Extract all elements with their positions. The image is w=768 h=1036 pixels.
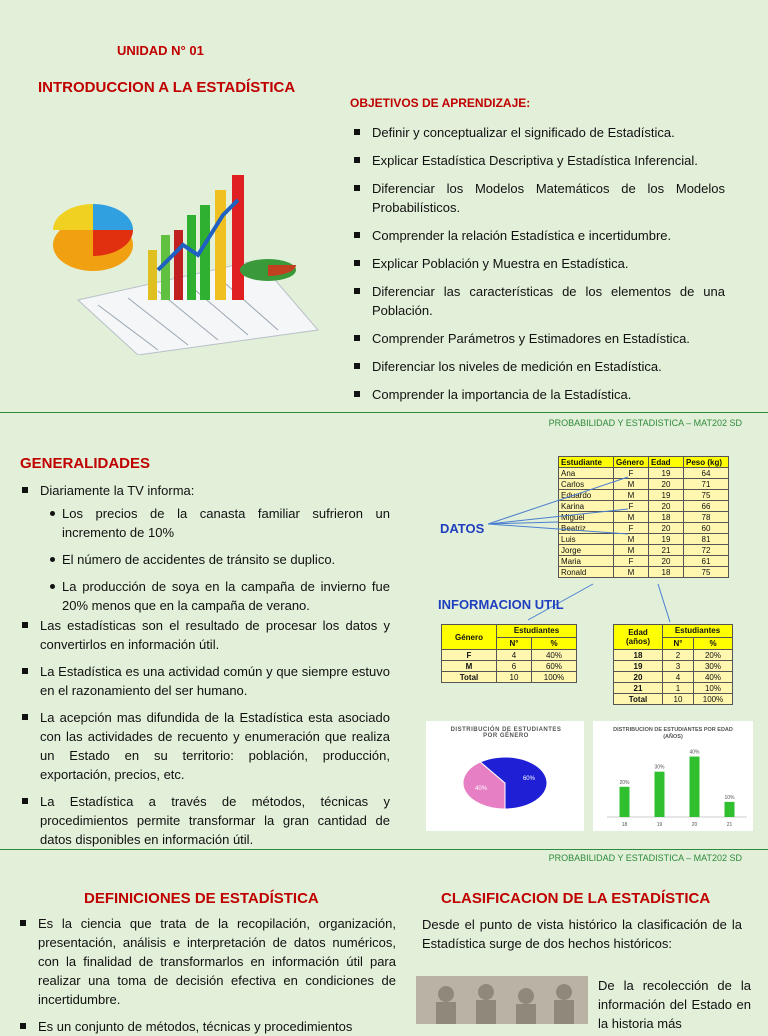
students-header: Estudiantes xyxy=(663,625,733,638)
pie-data-label: 60% xyxy=(522,776,535,783)
sub-bullet-item: Los precios de la canasta familiar sufrieron un incremento de 10% xyxy=(40,504,390,542)
table-cell: Ronald xyxy=(559,567,614,578)
table-cell: M xyxy=(614,479,649,490)
slide-2 xyxy=(0,432,768,848)
table-row xyxy=(614,672,733,683)
footer-text: PROBABILIDAD Y ESTADISTICA – MAT202 SD xyxy=(548,418,742,428)
table-cell: 20 xyxy=(649,556,684,567)
objective-item: Comprender la importancia de la Estadística. xyxy=(350,385,725,404)
table-cell: 18 xyxy=(649,567,684,578)
table-cell: 3 xyxy=(663,661,694,672)
table-row xyxy=(442,661,577,672)
page-title: INTRODUCCION A LA ESTADÍSTICA xyxy=(38,79,296,96)
bullet-item: Las estadísticas son el resultado de procesar los datos y convertirlos en información útil. xyxy=(18,616,390,654)
table-row xyxy=(442,650,577,661)
table-cell: M xyxy=(614,545,649,556)
classification-text: Desde el punto de vista histórico la clasificación de la Estadística surge de dos hechos históricos: xyxy=(422,917,742,951)
sub-bullet-item: El número de accidentes de tránsito se duplico. xyxy=(40,550,390,569)
sub-bullet-item: La producción de soya en la campaña de invierno fue 20% menos que en la campaña de verano. xyxy=(40,577,390,615)
definitions-list xyxy=(16,914,396,1036)
table-cell: Eduardo xyxy=(559,490,614,501)
classification-title: CLASIFICACION DE LA ESTADÍSTICA xyxy=(441,890,711,907)
table-cell: M xyxy=(614,534,649,545)
table-cell: 21 xyxy=(649,545,684,556)
section-title: GENERALIDADES xyxy=(20,455,151,472)
objective-item: Explicar Población y Muestra en Estadística. xyxy=(350,254,725,273)
table-cell: 19 xyxy=(649,534,684,545)
table-row xyxy=(614,661,733,672)
table-cell: Total xyxy=(442,672,497,683)
x-tick-label: 21 xyxy=(726,822,733,828)
table-cell: 20 xyxy=(649,523,684,534)
slide-1 xyxy=(0,0,768,430)
table-cell: Beatriz xyxy=(559,523,614,534)
data-table-header: Edad xyxy=(649,457,684,468)
table-cell: 66 xyxy=(684,501,729,512)
table-cell: 18 xyxy=(614,650,663,661)
table-row xyxy=(614,683,733,694)
table-row xyxy=(614,694,733,705)
bullet-item: La acepción mas difundida de la Estadística esta asociado con las actividades de recuento y enumeración que realiza un Estado en su territorio: población, producción, exportación, precios, etc. xyxy=(18,708,390,784)
bar-data-label: 10% xyxy=(724,794,735,801)
table-cell: 21 xyxy=(614,683,663,694)
data-table-header: Peso (kg) xyxy=(684,457,729,468)
table-cell: 10 xyxy=(497,672,532,683)
objectives-list xyxy=(350,123,725,404)
bullet-item: Diariamente la TV informa: xyxy=(18,481,390,500)
table-cell: 72 xyxy=(684,545,729,556)
pie-data-label: 40% xyxy=(475,785,488,792)
count-header: N° xyxy=(663,637,694,650)
bullet-item: La Estadística a través de métodos, técnicas y procedimientos permite transformar la gran cantidad de datos disponibles en información útil. xyxy=(18,792,390,849)
table-cell: Total xyxy=(614,694,663,705)
table-cell: Karina xyxy=(559,501,614,512)
historical-relief-image xyxy=(416,976,588,1024)
table-cell: 78 xyxy=(684,512,729,523)
table-cell: 20 xyxy=(649,501,684,512)
bar xyxy=(725,802,735,817)
table-cell: 2 xyxy=(663,650,694,661)
definition-item: Es la ciencia que trata de la recopilación, organización, presentación, análisis e interpretación de datos numéricos, con la finalidad de transformarlos en información útil para realizar una toma de decisión efectiva en condiciones de incertidumbre. xyxy=(16,914,396,1009)
x-tick-label: 18 xyxy=(621,822,628,828)
table-cell: 100% xyxy=(532,672,577,683)
table-cell: M xyxy=(614,490,649,501)
age-table xyxy=(613,624,733,705)
table-cell: 10% xyxy=(694,683,733,694)
tv-news-list xyxy=(40,504,390,615)
objective-item: Diferenciar los Modelos Matemáticos de los Modelos Probabilísticos. xyxy=(350,179,725,217)
bar-data-label: 20% xyxy=(619,779,630,786)
table-cell: M xyxy=(614,512,649,523)
table-row xyxy=(442,672,577,683)
bullet-item: La Estadística es una actividad común y que siempre estuvo en el razonamiento del ser humano. xyxy=(18,662,390,700)
students-header: Estudiantes xyxy=(497,625,577,638)
footer-divider xyxy=(0,412,768,413)
pie-chart-title: DISTRIBUCIÓN DE ESTUDIANTES POR GÉNERO xyxy=(450,727,562,739)
objective-item: Diferenciar los niveles de medición en Estadística. xyxy=(350,357,725,376)
table-cell: 19 xyxy=(649,468,684,479)
table-cell: 40% xyxy=(532,650,577,661)
bar xyxy=(690,757,700,817)
objective-item: Comprender Parámetros y Estimadores en Estadística. xyxy=(350,329,725,348)
unit-label: UNIDAD N° 01 xyxy=(117,43,204,58)
table-cell: 20 xyxy=(649,479,684,490)
table-cell: M xyxy=(614,567,649,578)
bar-data-label: 30% xyxy=(654,764,665,771)
table-cell: 60 xyxy=(684,523,729,534)
objectives-title: OBJETIVOS DE APRENDIZAJE: xyxy=(350,96,531,110)
classification-text-2: De la recolección de la información del Estado en la historia más xyxy=(598,978,751,1031)
datos-label: DATOS xyxy=(440,521,485,536)
table-cell: F xyxy=(442,650,497,661)
objective-item: Definir y conceptualizar el significado de Estadística. xyxy=(350,123,725,142)
statistics-illustration xyxy=(48,160,323,355)
bar-data-label: 40% xyxy=(689,749,700,756)
definition-item: Es un conjunto de métodos, técnicas y procedimientos xyxy=(16,1017,396,1036)
slide-3 xyxy=(0,866,768,1034)
table-cell: Carlos xyxy=(559,479,614,490)
table-cell: 30% xyxy=(694,661,733,672)
table-cell: 60% xyxy=(532,661,577,672)
age-bar-chart xyxy=(593,721,753,831)
gender-table xyxy=(441,624,577,683)
table-cell: 4 xyxy=(663,672,694,683)
footer-divider xyxy=(0,849,768,850)
table-cell: 10 xyxy=(663,694,694,705)
table-cell: 81 xyxy=(684,534,729,545)
table-cell: F xyxy=(614,501,649,512)
table-cell: 19 xyxy=(649,490,684,501)
bar-chart-title: DISTRIBUCION DE ESTUDIANTES POR EDAD xyxy=(613,727,733,733)
table-cell: F xyxy=(614,468,649,479)
table-cell: 64 xyxy=(684,468,729,479)
footer-text: PROBABILIDAD Y ESTADISTICA – MAT202 SD xyxy=(548,853,742,863)
table-cell: Maria xyxy=(559,556,614,567)
gender-pie-chart xyxy=(426,721,584,831)
age-header: Edad (años) xyxy=(614,625,663,650)
info-label: INFORMACION UTIL xyxy=(438,597,564,612)
table-cell: Ana xyxy=(559,468,614,479)
table-cell: Jorge xyxy=(559,545,614,556)
statistics-bullets xyxy=(18,616,390,849)
count-header: N° xyxy=(497,637,532,650)
table-cell: Miguel xyxy=(559,512,614,523)
table-cell: F xyxy=(614,556,649,567)
x-tick-label: 19 xyxy=(656,822,663,828)
bar xyxy=(620,787,630,817)
table-cell: F xyxy=(614,523,649,534)
objective-item: Explicar Estadística Descriptiva y Estadística Inferencial. xyxy=(350,151,725,170)
data-table-header: Estudiante xyxy=(559,457,614,468)
table-cell: 61 xyxy=(684,556,729,567)
gender-header: Género xyxy=(442,625,497,650)
bar-chart-subtitle: (AÑOS) xyxy=(663,734,683,740)
table-row xyxy=(614,650,733,661)
table-cell: 71 xyxy=(684,479,729,490)
table-cell: 40% xyxy=(694,672,733,683)
objective-item: Diferenciar las características de los elementos de una Población. xyxy=(350,282,725,320)
table-cell: 20% xyxy=(694,650,733,661)
table-cell: 19 xyxy=(614,661,663,672)
table-cell: 6 xyxy=(497,661,532,672)
definitions-title: DEFINICIONES DE ESTADÍSTICA xyxy=(84,890,319,907)
table-cell: 100% xyxy=(694,694,733,705)
table-cell: 18 xyxy=(649,512,684,523)
x-tick-label: 20 xyxy=(691,822,698,828)
table-cell: 4 xyxy=(497,650,532,661)
table-cell: Luis xyxy=(559,534,614,545)
percent-header: % xyxy=(532,637,577,650)
bar xyxy=(655,772,665,817)
table-cell: 75 xyxy=(684,490,729,501)
table-cell: 1 xyxy=(663,683,694,694)
percent-header: % xyxy=(694,637,733,650)
table-cell: 75 xyxy=(684,567,729,578)
data-table-header: Género xyxy=(614,457,649,468)
table-cell: M xyxy=(442,661,497,672)
objective-item: Comprender la relación Estadística e incertidumbre. xyxy=(350,226,725,245)
table-cell: 20 xyxy=(614,672,663,683)
generalidades-list xyxy=(18,481,390,500)
